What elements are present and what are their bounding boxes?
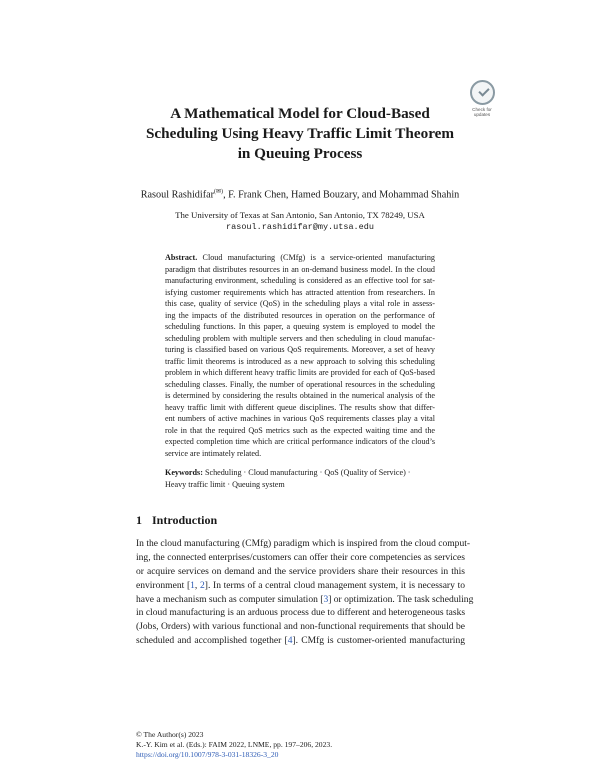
citation-link[interactable]: 1 [190,579,195,591]
body-line: in cloud manufacturing is an arduous process due to different and heterogeneous tasks [136,607,466,619]
copyright-notice: © The Author(s) 2023 [136,730,204,739]
doi-link[interactable]: https://doi.org/10.1007/978-3-031-18326-3_20 [136,750,279,760]
abstract-line: expected completion time which are critical performance indicators of the cloud’s [165,437,435,446]
affiliation: The University of Texas at San Antonio, San Antonio, TX 78249, USA [175,210,425,220]
crossmark-icon [470,80,495,105]
author-rest: , F. Frank Chen, Hamed Bouzary, and Mohammad Shahin [223,189,460,201]
abstract-line: ing the impacts of the distributed resources in operation on the performance of [165,310,435,320]
body-line: ing, the connected enterprises/customers can offer their core competencies as services [136,551,465,563]
badge-label-2: updates [473,112,491,117]
abstract-line: ent numbers of active machines in various QoS requirements classes play a vital [165,414,435,423]
title-line: in Queuing Process [237,145,363,162]
abstract-line: is determined by considering the results obtained in the numerical analysis of the [165,391,435,400]
title-line: Scheduling Using Heavy Traffic Limit Theorem [145,125,455,142]
abstract-line: manufacturing environment, scheduling is considered as an effective tool for sat- [165,276,435,285]
keywords-line: Keywords: Scheduling · Cloud manufacturing · QoS (Quality of Service) · [165,468,411,477]
abstract-line: scheduling classes. Finally, the number of operational resources in the scheduling [165,379,435,389]
citation-link[interactable]: 2 [199,579,205,591]
citation-link[interactable]: 3 [323,593,329,605]
section-number: 1 [136,513,142,527]
keywords-heading: Keywords: [165,468,203,477]
title-line: A Mathematical Model for Cloud-Based [170,105,430,122]
abstract-line: Abstract. Cloud manufacturing (CMfg) is a service-oriented manufacturing [165,253,435,262]
introduction-body [136,537,474,648]
body-line: In the cloud manufacturing (CMfg) paradigm which is inspired from the cloud comput- [136,538,471,549]
abstract-heading: Abstract. [165,253,198,262]
abstract-line: isfying customer requirements which has attracted attention from researchers. In [165,287,435,297]
body-line: or acquire services on demand and the service providers share their resources in this [136,565,465,577]
section-title: Introduction [152,513,218,527]
abstract-line: turing is classified based on various QoS requirements. Moreover, a set of heavy [165,345,435,354]
abstract-line: this case, quality of service (QoS) in the scheduling plays a vital role in assess- [165,299,435,308]
abstract [165,252,435,459]
author-first: Rasoul Rashidifar [140,189,215,201]
body-line: (Jobs, Orders) with various functional and non-functional requirements that should be [136,621,465,633]
abstract-line: scheduling problem with multiple servers and then scheduling in cloud manufac- [165,333,435,343]
page-footer [136,730,332,761]
abstract-line: problem in which different heavy traffic limits are provided for each of QoS-based [165,368,435,377]
abstract-line: heavy traffic limit with different queue disciplines. The results show that differ- [165,402,435,412]
corresponding-author-icon: (✉) [214,189,224,195]
body-line: environment [1, 2]. In terms of a central cloud management system, it is necessary to [136,579,465,591]
abstract-line: scheduling functions. In this paper, a queuing system is employed to model the [165,322,435,331]
section-heading [136,513,217,528]
author-list [100,186,500,201]
citation-link[interactable]: 4 [287,635,293,647]
abstract-line: role in that the required QoS metrics such as the expected waiting time and the [165,425,435,435]
body-line: have a mechanism such as computer simulation [3] or optimization. The task scheduling [136,593,474,605]
citation-info: K.-Y. Kim et al. (Eds.): FAIM 2022, LNME, pp. 197–206, 2023. [136,740,333,750]
keywords [165,467,435,490]
paper-title [120,104,480,164]
abstract-line: service are intimately related. [165,448,262,458]
author-email[interactable]: rasoul.rashidifar@my.utsa.edu [226,222,374,232]
abstract-line: traffic limit theorems is introduced as a new approach to solving this scheduling [165,356,435,366]
keywords-line: Heavy traffic limit · Queuing system [165,479,285,489]
abstract-line: paradigm that distributes resources in an on-demand business model. In the cloud [165,264,435,274]
body-line: scheduled and accomplished together [4]. CMfg is customer-oriented manufacturing [136,635,465,647]
badge-label-1: Check for [472,107,492,112]
